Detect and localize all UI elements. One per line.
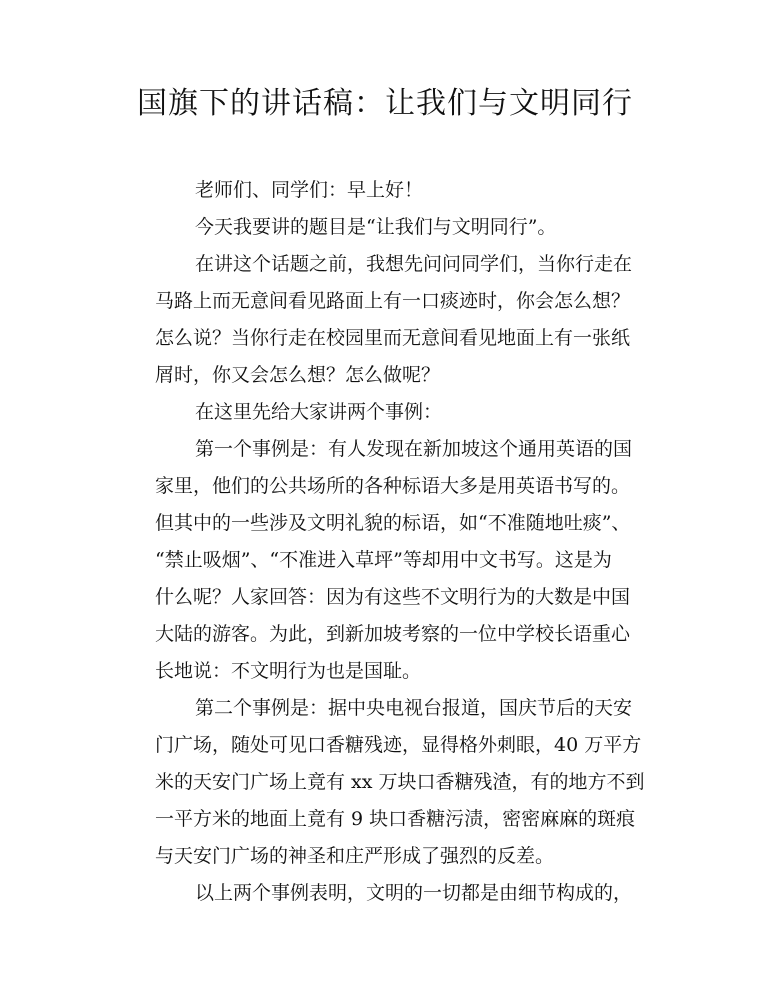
text-line: 第二个事例是：据中央电视台报道，国庆节后的天安 — [195, 697, 633, 719]
paragraph-conclusion — [117, 875, 657, 912]
text-line: 马路上而无意间看见路面上有一口痰迹时，你会怎么想？ — [155, 290, 631, 312]
text-line: 屑时，你又会怎么想？怎么做呢？ — [155, 364, 441, 386]
text-line: 今天我要讲的题目是“让我们与文明同行”。 — [195, 216, 557, 238]
paragraph-intro-examples — [117, 394, 657, 431]
text-line: 以上两个事例表明，文明的一切都是由细节构成的， — [195, 882, 633, 904]
text-line: 大陆的游客。为此，到新加坡考察的一位中学校长语重心 — [155, 623, 631, 645]
document-title: 国旗下的讲话稿：让我们与文明同行 — [137, 86, 633, 121]
text-line: 老师们、同学们：早上好！ — [195, 179, 424, 201]
text-line: 第一个事例是：有人发现在新加坡这个通用英语的国 — [195, 438, 633, 460]
text-line: 米的天安门广场上竟有 xx 万块口香糖残渣，有的地方不到 — [155, 771, 645, 793]
text-line: 在讲这个话题之前，我想先问问同学们，当你行走在 — [195, 253, 633, 275]
text-line: 门广场，随处可见口香糖残迹，显得格外刺眼，40 万平方 — [155, 734, 642, 756]
paragraph-topic — [117, 209, 657, 246]
paragraph-example-two — [117, 690, 657, 875]
text-line: 怎么说？当你行走在校园里而无意间看见地面上有一张纸 — [155, 327, 631, 349]
text-line: 与天安门广场的神圣和庄严形成了强烈的反差。 — [155, 845, 555, 867]
text-line: 长地说：不文明行为也是国耻。 — [155, 660, 422, 682]
text-line: 家里，他们的公共场所的各种标语大多是用英语书写的。 — [155, 475, 631, 497]
paragraph-example-one — [117, 431, 657, 690]
text-line: 一平方米的地面上竟有 9 块口香糖污渍，密密麻麻的斑痕 — [155, 808, 636, 830]
document-body — [117, 172, 657, 912]
text-line: 但其中的一些涉及文明礼貌的标语，如“不准随地吐痰”、 — [155, 512, 631, 534]
paragraph-greeting — [117, 172, 657, 209]
paragraph-question — [117, 246, 657, 394]
text-line: 在这里先给大家讲两个事例： — [195, 401, 443, 423]
text-line: 什么呢？人家回答：因为有这些不文明行为的大数是中国 — [155, 586, 631, 608]
text-line: “禁止吸烟”、“不准进入草坪”等却用中文书写。这是为 — [155, 549, 612, 571]
